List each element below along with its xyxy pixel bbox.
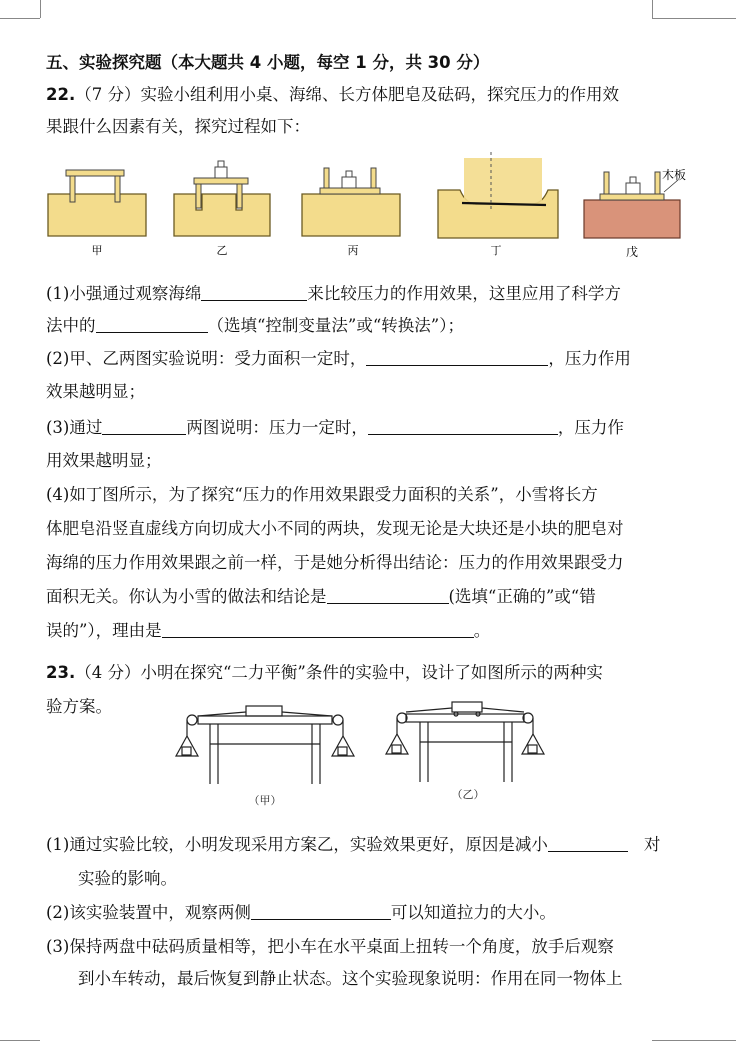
fig-23-jia-apparatus — [176, 706, 354, 807]
fig-bing-inverted-table-on-sponge — [302, 168, 400, 257]
q23-stem-line1: 23.（4 分）小明在探究“二力平衡”条件的实验中，设计了如图所示的两种实 — [46, 663, 603, 682]
q22-p4-line3: 海绵的压力作用效果跟之前一样，于是她分析得出结论：压力的作用效果跟受力 — [46, 553, 624, 572]
fig-label-bing: 丙 — [347, 244, 359, 257]
fig-ding-soap-on-sponge — [438, 152, 558, 257]
q22-stem-line1: 22.（7 分）实验小组利用小桌、海绵、长方体肥皂及砝码，探究压力的作用效 — [46, 85, 619, 104]
fig-23-label-yi: （乙） — [451, 788, 485, 801]
q23-p3-line2: 到小车转动，最后恢复到静止状态。这个实验现象说明：作用在同一物体上 — [78, 969, 623, 988]
q22-blank-2[interactable] — [96, 316, 208, 333]
q23-p1-line1: (1)通过实验比较，小明发现采用方案乙，实验效果更好，原因是减小 对 — [46, 835, 661, 854]
q22-p3-line2: 用效果越明显； — [46, 451, 162, 470]
fig-23-yi-apparatus — [386, 702, 544, 801]
q23-blank-1[interactable] — [548, 835, 628, 852]
q22-blank-6[interactable] — [327, 587, 449, 604]
q22-p2-line1: (2)甲、乙两图实验说明：受力面积一定时， ，压力作用 — [46, 349, 631, 368]
q22-figures — [40, 150, 700, 262]
q23-p3-line1: (3)保持两盘中砝码质量相等，把小车在水平桌面上扭转一个角度，放手后观察 — [46, 937, 614, 956]
fig-jia-table-on-sponge — [48, 170, 146, 257]
q22-blank-4[interactable] — [102, 418, 186, 435]
q22-blank-1[interactable] — [201, 284, 307, 301]
q22-blank-5[interactable] — [368, 418, 558, 435]
q23-number: 23. — [46, 663, 76, 682]
q22-number: 22. — [46, 85, 76, 104]
q23-figures — [170, 698, 560, 810]
q22-p4-line5: 误的”），理由是 。 — [46, 621, 491, 640]
q22-blank-7[interactable] — [162, 621, 474, 638]
fig-label-jia: 甲 — [91, 244, 103, 257]
fig-yi-table-weight-on-sponge — [174, 161, 270, 257]
q22-p2-line2: 效果越明显； — [46, 382, 145, 401]
q22-p1-line2: 法中的 （选填“控制变量法”或“转换法”）； — [46, 316, 464, 335]
fig-wu-table-on-board — [584, 167, 686, 259]
q23-p2-line1: (2)该实验装置中，观察两侧 可以知道拉力的大小。 — [46, 903, 556, 922]
q22-p4-line4: 面积无关。你认为小雪的做法和结论是 (选填“正确的”或“错 — [46, 587, 596, 606]
corner-mark-bottom-right — [652, 1040, 736, 1041]
q22-p4-line1: (4)如丁图所示，为了探究“压力的作用效果跟受力面积的关系”，小雪将长方 — [46, 485, 598, 504]
corner-mark-top-right-h — [652, 18, 736, 19]
corner-mark-top-left — [40, 0, 41, 18]
board-label: 木板 — [662, 168, 687, 182]
q23-stem-line2: 验方案。 — [46, 697, 112, 716]
q23-p1-line2: 实验的影响。 — [78, 869, 177, 888]
fig-label-ding: 丁 — [490, 244, 502, 257]
corner-mark-bottom-left — [0, 1040, 40, 1041]
section-title: 五、实验探究题（本大题共 4 小题，每空 1 分，共 30 分） — [46, 53, 490, 72]
fig-label-wu: 戊 — [625, 245, 639, 259]
corner-mark-top-right — [652, 0, 653, 18]
fig-label-yi: 乙 — [216, 244, 228, 257]
q22-p4-line2: 体肥皂沿竖直虚线方向切成大小不同的两块，发现无论是大块还是小块的肥皂对 — [46, 519, 624, 538]
fig-23-label-jia: （甲） — [248, 794, 282, 807]
q22-p1-line1: (1)小强通过观察海绵 来比较压力的作用效果，这里应用了科学方 — [46, 284, 621, 303]
q22-blank-3[interactable] — [366, 349, 548, 366]
corner-mark-top-left-h — [0, 18, 40, 19]
q23-blank-2[interactable] — [251, 903, 391, 920]
q22-p3-line1: (3)通过 两图说明：压力一定时， ，压力作 — [46, 418, 624, 437]
q22-stem-line2: 果跟什么因素有关，探究过程如下： — [46, 117, 310, 136]
